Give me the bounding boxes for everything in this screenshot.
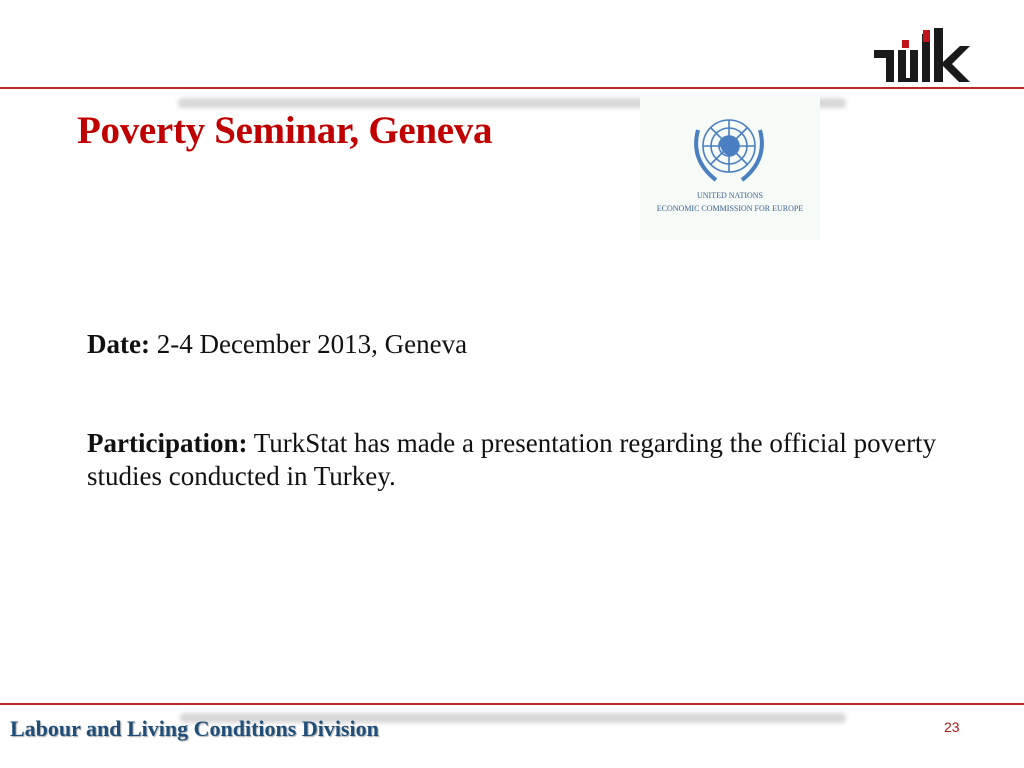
participation-value: TurkStat has made a presentation regarding the official poverty studies conducted in Turkey. [87, 428, 937, 491]
tuik-logo [872, 28, 972, 84]
footer-rule [0, 703, 1024, 705]
unece-line2: ECONOMIC COMMISSION FOR EUROPE [656, 204, 804, 213]
slide-title: Poverty Seminar, Geneva [77, 109, 493, 152]
date-label: Date: [87, 329, 150, 359]
page-number: 23 [944, 719, 960, 735]
header-rule [0, 87, 1024, 89]
unece-line1: UNITED NATIONS [697, 191, 763, 200]
participation-paragraph [87, 427, 967, 493]
date-value: 2-4 December 2013, Geneva [149, 329, 468, 359]
participation-label: Participation: [87, 428, 248, 458]
date-paragraph [87, 328, 967, 361]
footer-division: Labour and Living Conditions Division [10, 716, 379, 741]
unece-logo [640, 96, 820, 240]
un-emblem-icon [686, 110, 772, 188]
